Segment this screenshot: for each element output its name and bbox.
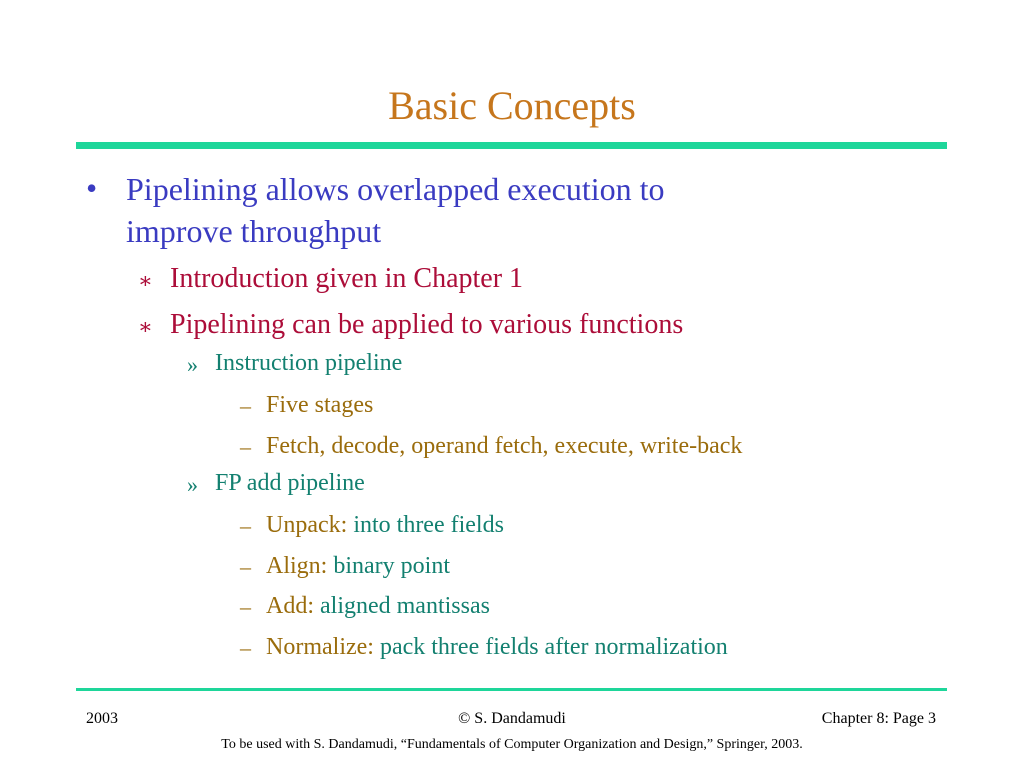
bullet-marker-l2: ∗ [138,314,153,339]
bullet-l4-item [266,634,728,661]
bullet-marker-l4: – [240,513,251,538]
bullet-marker-l3: » [187,352,198,377]
stage-desc: into three fields [353,512,504,538]
bullet-marker-l4: – [240,635,251,660]
bullet-l4-item [266,512,504,539]
title-divider [76,142,947,149]
footer-author: © S. Dandamudi [458,710,566,727]
bullet-l3-item: FP add pipeline [215,470,365,496]
bullet-marker-l2: ∗ [138,268,153,293]
bullet-marker-l4: – [240,554,251,579]
bullet-l4-item [266,553,450,580]
bullet-l1-line1: Pipelining allows overlapped execution to [126,171,665,207]
stage-term: Normalize: [266,634,374,660]
footer-usage-note: To be used with S. Dandamudi, “Fundamentals of Computer Organization and Design,” Springer, 2003. [221,737,803,752]
stage-desc: aligned mantissas [320,593,490,619]
slide-title: Basic Concepts [388,83,636,128]
stage-term: Align: [266,553,328,579]
footer-divider [76,688,947,691]
bullet-marker-l1: • [86,170,98,206]
stage-term: Unpack: [266,512,348,538]
footer-page-number: Chapter 8: Page 3 [821,710,936,727]
stage-desc: pack three fields after normalization [379,634,728,660]
bullet-l4-item: Fetch, decode, operand fetch, execute, write-back [266,433,743,459]
bullet-marker-l4: – [240,594,251,619]
bullet-l1-line2: improve throughput [126,213,382,249]
bullet-l2-item: Introduction given in Chapter 1 [170,263,524,294]
bullet-l4-item: Five stages [266,392,374,418]
stage-desc: binary point [333,553,450,579]
bullet-l4-item [266,593,490,620]
bullet-marker-l4: – [240,393,251,418]
bullet-marker-l3: » [187,472,198,497]
bullet-marker-l4: – [240,434,251,459]
footer-year: 2003 [86,710,118,727]
bullet-l3-item: Instruction pipeline [215,350,403,376]
bullet-l2-item: Pipelining can be applied to various functions [170,309,684,340]
stage-term: Add: [266,593,314,619]
